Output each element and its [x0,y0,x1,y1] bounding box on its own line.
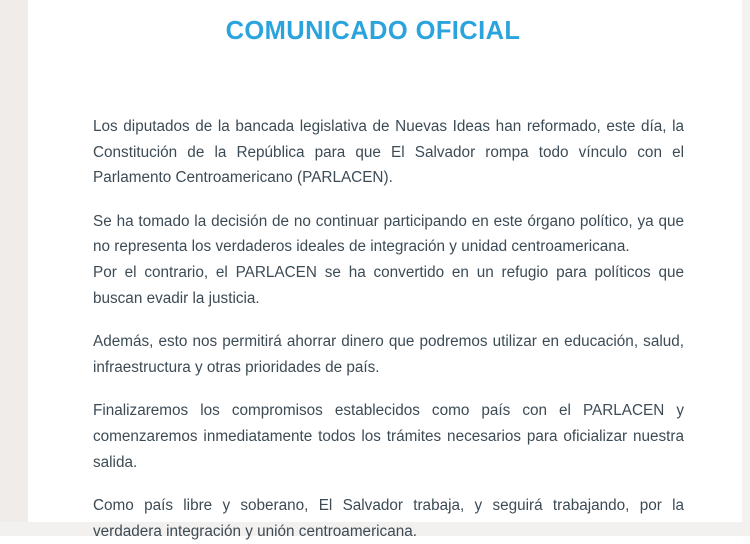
document-title: COMUNICADO OFICIAL [225,17,521,45]
paragraph-6: Como país libre y soberano, El Salvador trabaja, y seguirá trabajando, por la verdadera integración y unión centroamericana. [93,497,684,540]
document-content [28,0,742,540]
paragraph-5: Finalizaremos los compromisos establecidos como país con el PARLACEN y comenzaremos inmediatamente todos los trámites necesarios para oficializar nuestra salida. [93,402,684,471]
page-left-margin [0,0,28,536]
paragraph-4: Además, esto nos permitirá ahorrar dinero que podremos utilizar en educación, salud, infraestructura y otras prioridades de país. [93,333,684,376]
document-body [28,114,742,544]
paragraph-3: Por el contrario, el PARLACEN se ha convertido en un refugio para políticos que buscan evadir la justicia. [93,263,684,307]
page-right-margin [742,0,750,536]
paragraph-2: Se ha tomado la decisión de no continuar participando en este órgano político, ya que no representa los verdaderos ideales de integración y unidad centroamericana. [93,212,684,256]
paragraph-1: Los diputados de la bancada legislativa de Nuevas Ideas han reformado, este día, la Constitución de la República para que El Salvador rompa todo vínculo con el Parlamento Centroamericano (PARLACEN). [93,118,684,187]
